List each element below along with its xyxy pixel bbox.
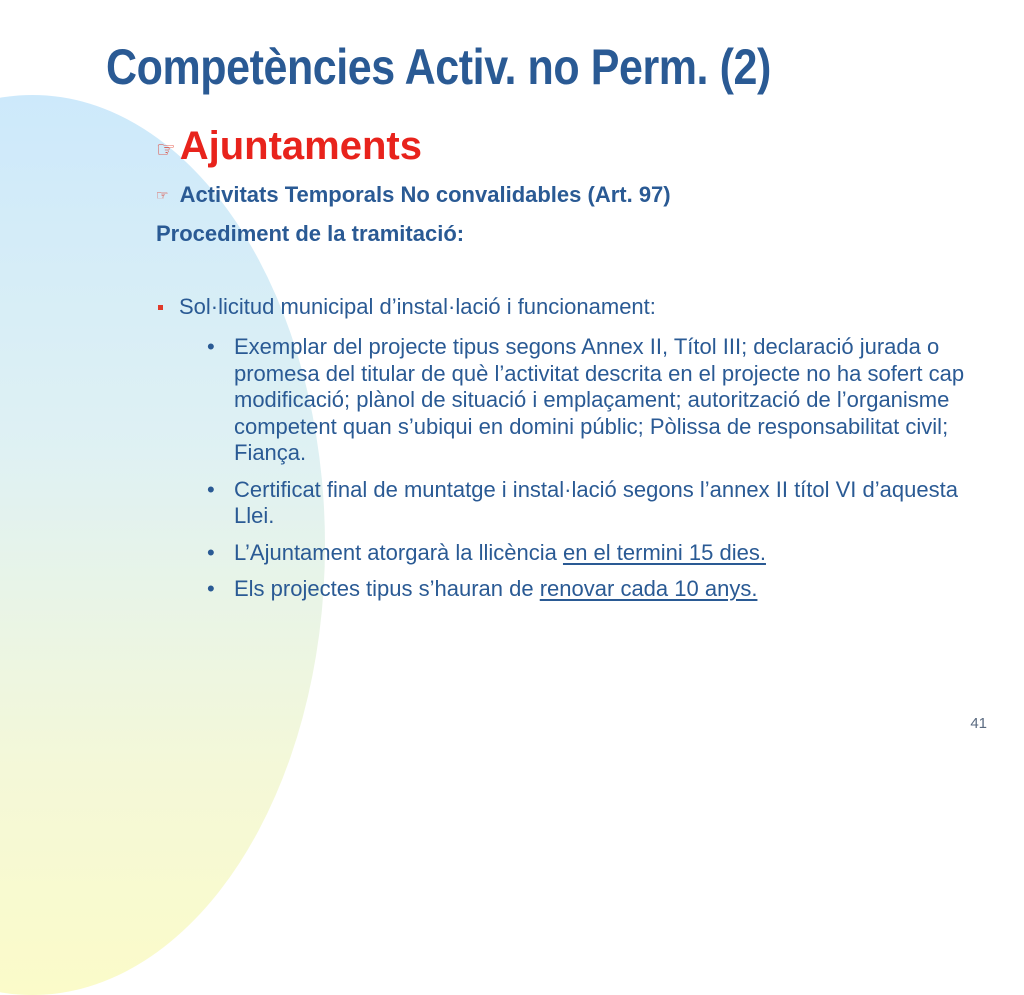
list-item [205, 576, 965, 603]
list-item [205, 477, 965, 530]
sub-bullet-text: Sol·licitud municipal d’instal·lació i funcionament: [179, 294, 656, 319]
heading-ajuntaments-text: Ajuntaments [179, 124, 422, 168]
underlined-text: en el termini 15 dies. [562, 539, 766, 565]
list-item-text: Certificat final de muntatge i instal·lació segons l’annex II títol VI d’aquesta Llei. [234, 476, 958, 528]
requirements-list [205, 334, 965, 613]
list-item-text: L’Ajuntament atorgarà la llicència [234, 539, 563, 565]
pointing-hand-icon: ☞ [156, 186, 169, 203]
heading-activitats [156, 182, 671, 208]
list-item [205, 540, 965, 567]
list-item-text: Els projectes tipus s’hauran de [234, 576, 540, 601]
pointing-hand-icon: ☞ [156, 136, 176, 162]
square-bullet-icon [158, 305, 163, 310]
heading-ajuntaments [156, 124, 422, 169]
heading-activitats-text: Activitats Temporals No convalidables (Art. 97) [179, 182, 671, 207]
list-item [205, 334, 965, 467]
slide-title: Competències Activ. no Perm. (2) [106, 39, 771, 95]
underlined-text: renovar cada 10 anys. [539, 576, 758, 601]
list-item-text: Exemplar del projecte tipus segons Annex II, Títol III; declaració jurada o promesa del titular de què l’activitat descrita en el projecte no ha sofert cap modificació; plànol de situació i emplaçament; autorització de l’organisme competent quan s’ubiqui en domini públic; Pòlissa de responsabilitat civil; Fiança. [234, 334, 965, 465]
procedure-label: Procediment de la tramitació: [156, 221, 465, 246]
sub-bullet [156, 294, 656, 320]
page-number: 41 [970, 715, 987, 732]
